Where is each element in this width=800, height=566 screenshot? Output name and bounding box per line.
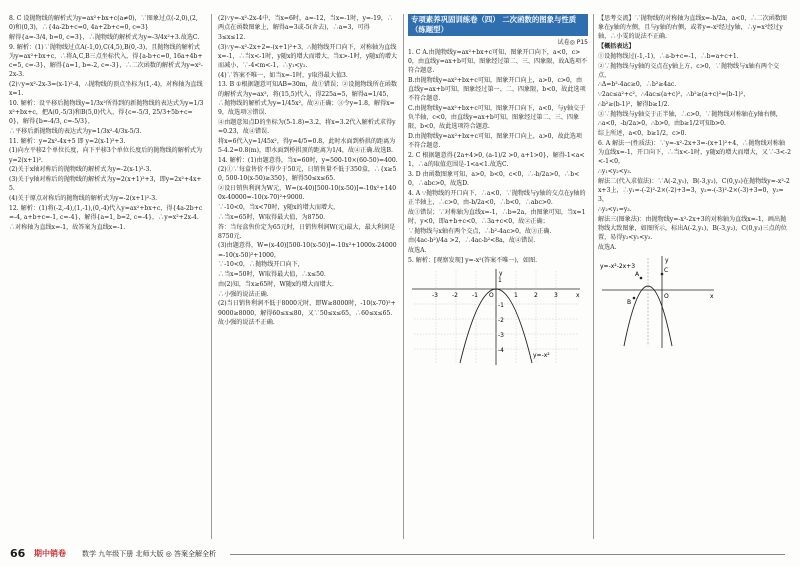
answer-paragraph: ③∵抛物线与y轴交于正半轴，∴c>0，∵抛物线对称轴在y轴右侧， — [598, 110, 782, 118]
point-b — [633, 297, 636, 300]
answer-paragraph: ②设日销售利润为W元，W=(x-40)[500-10(x-50)]=-10x²+1400x-40000=-10(x-70)²+9000. — [218, 185, 397, 202]
point-a — [640, 277, 643, 280]
answer-paragraph: ∴y₂<y₁=y₃. — [598, 205, 632, 213]
answer-paragraph: C.由抛物线y=ax²+bx+c可知，图象开口向下，a<0，与y轴交于负半轴，c<0，由直线y=ax+b可知，图象经过第二、三、四象限，b<0，故此选项符合题意. — [408, 105, 586, 131]
subsection-heading: 【概括表达】 — [598, 43, 635, 51]
column-2 — [218, 14, 398, 539]
book-info: 数学 九年级下册 北师大版 ◎ 答案全解全析 — [82, 550, 217, 558]
point-label: C — [664, 266, 669, 274]
function-label: y=-x² — [533, 352, 550, 360]
footer-rule — [230, 554, 785, 555]
answer-paragraph: ∴y₁<y₂<y₃. — [598, 168, 632, 176]
answer-paragraph: 1. C A.由抛物线y=ax²+bx+c可知，图象开口向下，a<0，c>0，由直线y=ax+b可知，图象经过第二、三、四象限，故A选项不符合题意. — [408, 49, 588, 75]
answer-paragraph: 13. B ①根据题意可知AB=30m，故①错误；②设抛物线所在函数的解析式为y=ax²，将(15,5)代入，得225a=5，解得a=1/45，∴抛物线的解析式为y=1/45x²，故②正确；③令y=1.8，解得x=9，故选项③错误. — [218, 81, 397, 116]
y-axis-label: y — [499, 270, 503, 278]
answer-paragraph: 3≤x≤12. — [218, 33, 246, 41]
tick-label: 1 — [514, 292, 518, 300]
column-divider — [211, 14, 212, 539]
answer-paragraph: 解法三(图象法)：由抛物线y=-x²-2x+3的对称轴为直线x=-1，画出抛物线大致图象，如图所示，标出A(-2,y₁)，B(-3,y₂)，C(0,y₃)三点的位置，易得y₂<y₁<y₃. — [598, 215, 787, 241]
column-3 — [408, 14, 588, 539]
answer-paragraph: (4)关于原点对称后的抛物线的解析式为y=-2(x+1)²-3. — [9, 194, 158, 202]
page-footer — [0, 545, 800, 563]
answer-paragraph: ∴当x=50时，W取得最大值，∴x≤50. — [218, 271, 326, 279]
answer-paragraph: ∴当x=65时，W取得最大值，为8750. — [218, 213, 326, 221]
answer-paragraph: 故小强的说法不正确. — [218, 319, 275, 327]
answer-paragraph: 11. 解析：y=2x²-4x+5 即 y=2(x-1)²+3. — [9, 137, 126, 145]
answer-paragraph: (3)关于y轴对称后的抛物线的解析式为y=2(x+1)²+3，即y=2x²+4x+5. — [9, 176, 202, 193]
answer-paragraph: (2)关于x轴对称后的抛物线的解析式为y=-2(x-1)²-3. — [9, 166, 152, 174]
answer-paragraph: 10. 解析：设平移后抛物线y=1/3x²所得到的新抛物线的表达式为y=1/3x²+bx+c，把A(0,-5/3)和B(5,0)代入，得{c=-5/3, 25/3+5b+c=0}，解得{b=-4/3, c=-5/3}， — [9, 99, 204, 126]
answer-paragraph: (2)∵y=-x²-2x-4中，当x=6时，a=-12，当x=-1时，y=-19，∴两点在函数图象上，解得a=3或-5(舍去)，∴a=3，可得 — [218, 15, 394, 32]
answer-paragraph: 解得{a=-3/4, b=0, c=3}，∴抛物线的解析式为y=-3/4x²+3.故选C. — [9, 33, 200, 41]
tick-label: -4 — [498, 347, 504, 355]
answer-paragraph: 5. 解析：[观察发现] y=-x²(答案不唯一)，如图. — [408, 256, 538, 264]
answer-paragraph: ②∵抛物线与y轴的交点在y轴上方，c>0，∵抛物线与x轴有两个交点， — [598, 62, 780, 79]
answer-paragraph: (4)∵答案不唯一，如当x=-1时，y取得最大值3. — [218, 71, 348, 79]
column-divider — [403, 14, 404, 539]
answer-paragraph: ∴a<0，-b/2a>0，∴b>0，由b≥1/2可知b>0. — [598, 120, 726, 128]
answer-paragraph: (2)∵y=x²-2x-3=(x-1)²-4，∴抛物线的顶点坐标为(1,-4)，对称轴为直线x=1. — [9, 80, 203, 98]
function-label: y=-x²-2x+3 — [600, 262, 636, 270]
tick-label: 3 — [554, 292, 558, 300]
answer-paragraph: 故选A. — [598, 243, 617, 251]
answer-paragraph: 答：当每盒售价定为65元时，日销售利润W(元)最大，最大利润是8750元. — [218, 223, 396, 240]
answer-paragraph: ∴b²≥(b-1)²，解得b≥1/2. — [598, 100, 670, 108]
answer-paragraph: 9. 解析：(1)∵抛物线过点A(-1,0),C(4,5),B(0,-3)，且抛物线的解析式为y=ax²+bx+c，∴将A,C,B三点坐标代入，得{a-b+c=0, 16a+4b+c=5, c=-3}，解得{a=1, b=-2, c=-3}，∴二次函数的解析式为y=x²-2x-3. — [9, 43, 203, 79]
origin-label: O — [664, 292, 669, 300]
answer-paragraph: 2. C 根据题意得{2a+4>0, (a-1)/2 >0, a+1>0}，解得-1<a<1，∴a的取值范围是-1<a<1.故选C. — [408, 152, 585, 169]
answer-paragraph: B.由抛物线y=ax²+bx+c可知，图象开口向上，a>0，c>0，由直线y=ax+b可知，图象经过第一、二、四象限，b<0，故此选项不符合题意. — [408, 77, 586, 103]
tick-label: -2 — [498, 317, 504, 325]
answer-paragraph: (2)当日销售利润不低于8000元时，即W≥8000时，-10(x-70)²+9000≥8000，解得60≤x≤80，又∵50≤x≤65，∴60≤x≤65. — [218, 300, 396, 317]
answer-paragraph: ∴平移后新抛物线的表达式为y=1/3x²-4/3x-5/3. — [9, 127, 142, 135]
origin-label: O — [489, 292, 494, 300]
column-4 — [598, 14, 791, 539]
parabola-graph — [598, 254, 718, 350]
tick-label: -3 — [498, 332, 504, 340]
answer-paragraph: (3)∵y=-x²-2x+2=-(x+1)²+3，∴抛物线开口向下，对称轴为直线x=-1，∴当x<-1时，y随x的增大而增大，当x>-1时，y随x的增大而减小，∵-4<m<-1，∴y₁<y₂. — [218, 43, 398, 69]
x-axis-label: x — [576, 292, 580, 300]
page-number: 66 — [10, 547, 26, 560]
tick-label: -1 — [472, 292, 478, 300]
answer-paragraph: ∴对称轴为直线x=-1，故答案为直线x=-1. — [9, 223, 126, 231]
column-1 — [9, 14, 204, 539]
point-c — [661, 273, 664, 276]
answer-paragraph: ①设抛物线过(-1,-1)，∴a-b+c=-1，∴b=a+c+1. — [598, 52, 739, 60]
y-axis-label: y — [665, 256, 669, 264]
section-header-row — [408, 38, 588, 48]
parabola-figure-5 — [408, 267, 588, 370]
section-title: 专项素养巩固训练卷（四） 二次函数的图象与性质（练题型） — [408, 14, 588, 36]
answer-paragraph: 14. 解析：(1)由题意得，当x=60时，y=500-10×(60-50)=400. — [218, 156, 398, 164]
answer-paragraph: (1)向左平移2个单位长度，向下平移3个单位长度后的抛物线的解析式为y=2(x+1)². — [9, 147, 203, 164]
x-axis-label: x — [710, 292, 714, 300]
answer-paragraph: 故①错误；∵对称轴为直线x=-1，∴b=2a，由图象可知，当x=1时，y<0，即a+b+c<0，∴3a+c<0，故②正确； — [408, 208, 586, 225]
answer-paragraph: 由(4ac-b²)/4a >2，∴4ac-b²<8a，故④错误. — [408, 237, 536, 245]
answer-paragraph: D.由抛物线y=ax²+bx+c可知，图象开口向上，a>0，故此选项不符合题意. — [408, 133, 583, 150]
answer-paragraph: 故选A. — [408, 247, 427, 255]
tick-label: -1 — [498, 302, 504, 310]
column-divider — [593, 14, 594, 539]
answer-paragraph: 【思考交流】∵抛物线的对称轴为直线x=-b/2a，a<0，∴二次函数图象在y轴的左侧，且与y轴的右侧，或者y=-x²经过y轴，∴y=x²经过y轴，∴小雯的说法不正确. — [598, 15, 788, 41]
answer-paragraph: ∴Δ=b²-4ac≥0，∴b²≥4ac. — [598, 81, 677, 89]
tick-label: -3 — [432, 292, 438, 300]
answer-paragraph: ∵抛物线与x轴有两个交点，∴b²-4ac>0，故③正确. — [408, 227, 552, 235]
page-reference: 试卷◎ P15 — [557, 39, 588, 46]
tick-label: 2 — [534, 292, 538, 300]
answer-paragraph: 解法二(代入求值法)：∵A(-2,y₁)，B(-3,y₂)，C(0,y₃)在抛物线y=-x²-2x+3上，∴y₁=-(-2)²-2×(-2)+3=3，y₂=-(-3)²-2×(-3)+3=0，y₃=3， — [598, 177, 790, 204]
answer-paragraph: ∵-10<0，∴抛物线开口向下， — [218, 261, 304, 269]
answer-paragraph: 4. A ∵抛物线的开口向下，∴a<0，∵抛物线与y轴的交点在y轴的正半轴上，∴c>0，由-b/2a<0，∴b<0，∴abc>0. — [408, 189, 586, 207]
answer-paragraph: 将x=6代入y=1/45x²，得y=4/5=0.8，此时水面到桥拱的距离为5-4.2=0.8(m)，即水面到桥拱顶的距离为1/4，故④正确.故选B. — [218, 137, 396, 154]
point-label: B — [627, 298, 632, 306]
answer-paragraph: 综上所述，a<0，b≥1/2，c>0. — [598, 130, 687, 138]
answer-paragraph: (2)①∵每盒售价不得少于50元，日销售量不低于350盒，∴{x≥50, 500-10(x-50)≥350}，解得50≤x≤65. — [218, 166, 397, 183]
point-label: A — [635, 270, 640, 278]
answer-paragraph: ∵2ac≤a²+c²，∴4ac≤(a+c)²，∴b²≥(a+c)²=(b-1)²， — [598, 91, 750, 99]
parabola-figure-6 — [598, 254, 791, 353]
answer-paragraph: 12. 解析：(1)将(-2,-4),(1,-1),(0,-4)代入y=ax²+bx+c，得{4a-2b+c=-4, a+b+c=-1, c=-4}，解得{a=1, b=2, c=-4}，∴y=x²+2x-4. — [9, 204, 203, 221]
tick-label: 1 — [498, 277, 502, 285]
tick-label: -2 — [452, 292, 458, 300]
answer-paragraph: ∵-10<0，当x<70时，y随x的增大而增大， — [218, 204, 340, 212]
answer-paragraph: 由(2)知，当x≥65时，W随x的增大而增大. — [218, 280, 334, 288]
answer-paragraph: 8. C 设抛物线的解析式为y=ax²+bx+c(a≠0)，∵图象过点(-2,0),(2,0)和(0,3)，∴{4a-2b+c=0, 4a+2b+c=0, c=3} — [9, 15, 198, 32]
brand-logo: 期中销卷 — [34, 549, 66, 558]
answer-paragraph: (3)由题意得，W=(x-40)[500-10(x-50)]=-10x²+1000x-24000=-10(x-50)²+1000， — [218, 242, 397, 259]
answer-paragraph: 3. D 由函数图象可知，a>0，b<0，c<0，∴-b/2a>0，∴b<0，∴abc>0，故选D. — [408, 171, 580, 188]
answer-paragraph: ∴小强的说法正确. — [218, 290, 269, 298]
parabola-graph — [408, 267, 584, 367]
answer-paragraph: ④由题意知点D的坐标为(5-1.8)=3.2，将x=3.2代入解析式求得y≈0.23，故④错误. — [218, 118, 396, 135]
answer-paragraph: 6. A 解法一(性质法)：∵y=-x²-2x+3=-(x+1)²+4，∴抛物线对称轴为直线x=-1，开口向下，∴当x<-1时，y随x的增大而增大，又∵-3<-2<-1<0， — [598, 139, 791, 166]
